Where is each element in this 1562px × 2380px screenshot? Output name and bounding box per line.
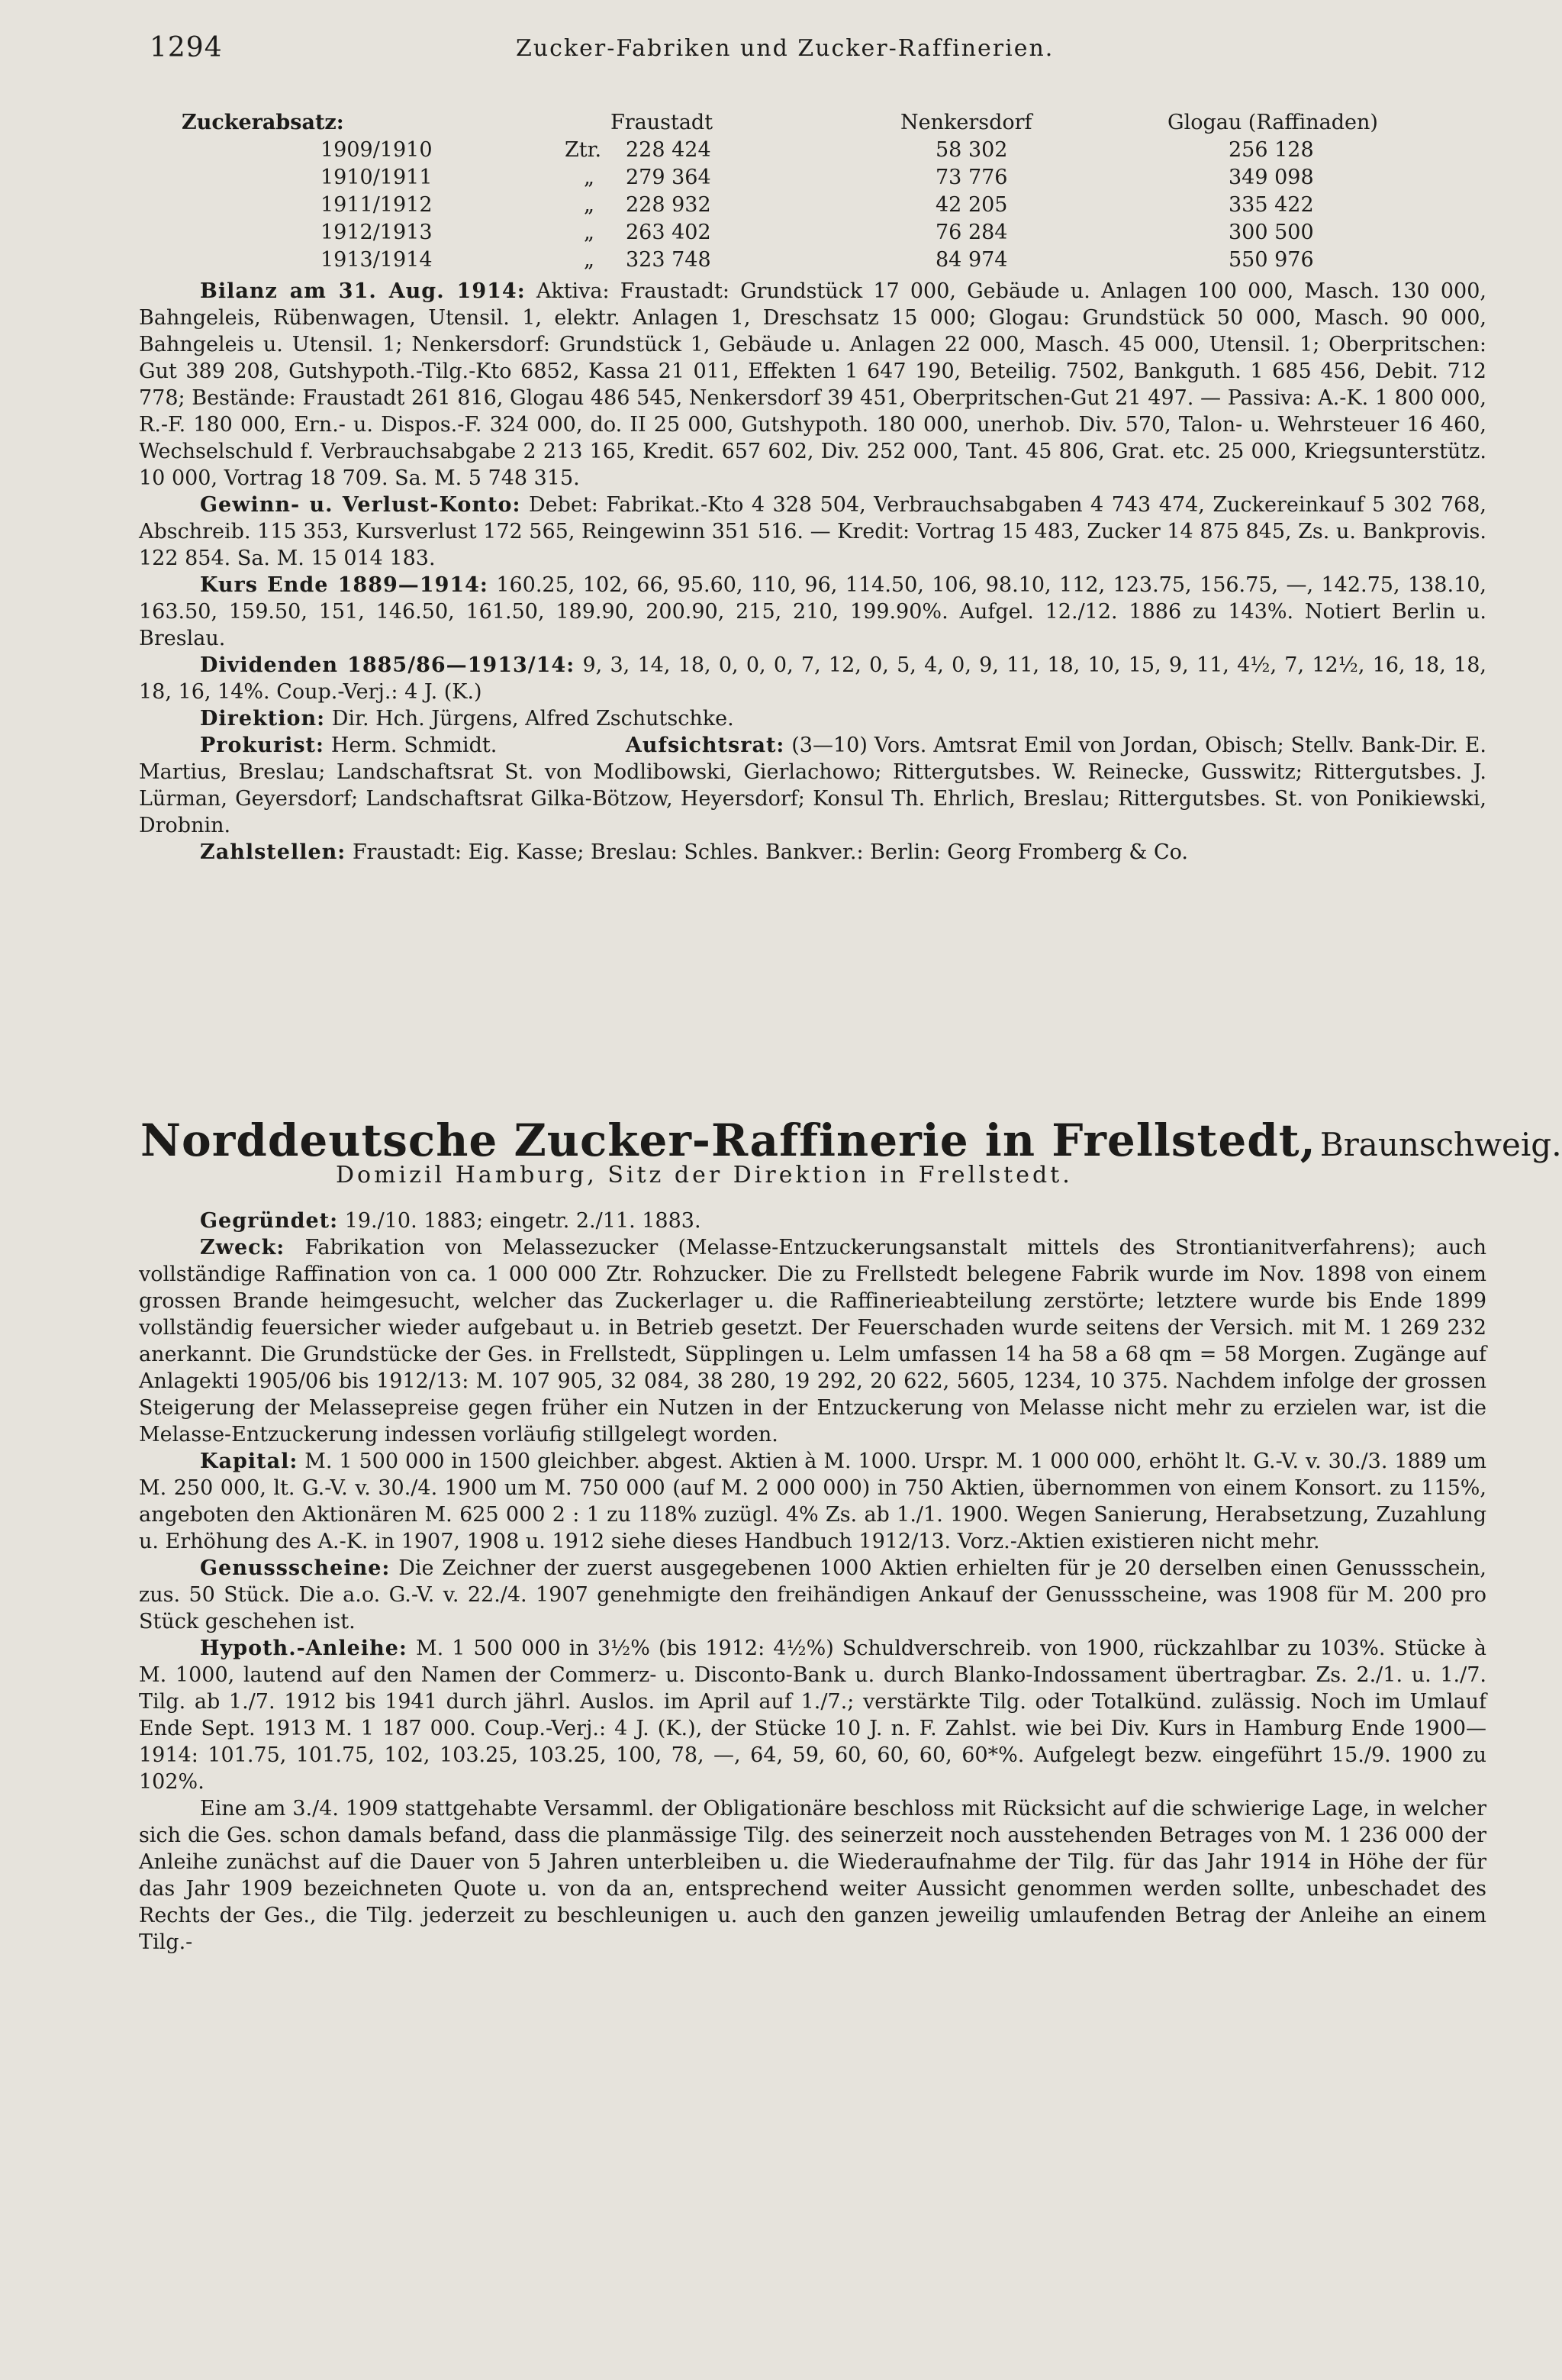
dividenden-paragraph	[139, 652, 1486, 705]
kurs-paragraph	[139, 572, 1486, 652]
value-cell: 42 205	[936, 193, 1008, 217]
value-cell: 349 098	[1229, 166, 1314, 189]
unit-cell: Ztr.	[565, 138, 602, 162]
direktion-label: Direktion:	[200, 707, 326, 730]
genussscheine-paragraph	[139, 1555, 1486, 1635]
value-cell: 228 424	[626, 138, 711, 162]
kapital-label: Kapital:	[200, 1450, 298, 1473]
hypoth-anleihe-text: M. 1 500 000 in 3½% (bis 1912: 4½%) Schuldverschreib. von 1900, rückzahlbar zu 103%. Stücke à M. 1000, lautend auf den Namen der Commerz- u. Disconto-Bank u. durch Blanko-Indossament übertragbar. Zs. 2./1. u. 1./7. Tilg. ab 1./7. 1912 bis 1941 durch jährl. Auslos. im April auf 1./7.; verstärkte Tilg. oder Totalkünd. zulässig. Noch im Umlauf Ende Sept. 1913 M. 1 187 000. Coup.-Verj.: 4 J. (K.), der Stücke 10 J. n. F. Zahlst. wie bei Div. Kurs in Hamburg Ende 1900—1914: 101.75, 101.75, 102, 103.25, 103.25, 100, 78, —, 64, 59, 60, 60, 60, 60*%. Aufgelegt bezw. eingeführt 15./9. 1900 zu 102%.	[139, 1637, 1486, 1794]
gewinn-text: Debet: Fabrikat.-Kto 4 328 504, Verbrauchsabgaben 4 743 474, Zuckereinkauf 5 302 768, Abschreib. 115 353, Kursverlust 172 565, Reingewinn 351 516. — Kredit: Vortrag 15 483, Zucker 14 875 845, Zs. u. Bankprovis. 122 854. Sa. M. 15 014 183.	[139, 493, 1486, 570]
year-cell: 1913/1914	[320, 248, 433, 272]
bilanz-paragraph	[139, 278, 1486, 492]
year-cell: 1912/1913	[320, 221, 433, 244]
prokurist-text: Herm. Schmidt.	[330, 734, 498, 757]
gegruendet-text: 19./10. 1883; eingetr. 2./11. 1883.	[344, 1209, 701, 1233]
genussscheine-text: Die Zeichner der zuerst ausgegebenen 1000 Aktien erhielten für je 20 derselben einen Genussschein, zus. 50 Stück. Die a.o. G.-V. v. 22./4. 1907 genehmigte den freihändigen Ankauf der Genussscheine, was 1908 für M. 200 pro Stück geschehen ist.	[139, 1556, 1486, 1633]
first-company-body	[139, 278, 1486, 866]
kapital-text: M. 1 500 000 in 1500 gleichber. abgest. Aktien à M. 1000. Urspr. M. 1 000 000, erhöht lt. G.-V. v. 30./3. 1889 um M. 250 000, lt. G.-V. v. 30./4. 1900 um M. 750 000 (auf M. 2 000 000) in 750 Aktien, übernommen von einem Konsort. zu 115%, angeboten den Aktionären M. 625 000 2 : 1 zu 118% zuzügl. 4% Zs. ab 1./1. 1900. Wegen Sanierung, Herabsetzung, Zuzahlung u. Erhöhung des A.-K. in 1907, 1908 u. 1912 siehe dieses Handbuch 1912/13. Vorz.-Aktien existieren nicht mehr.	[139, 1450, 1486, 1553]
dividenden-text: 9, 3, 14, 18, 0, 0, 0, 7, 12, 0, 5, 4, 0, 9, 11, 18, 10, 15, 9, 11, 4½, 7, 12½, 16, 18, 18, 18, 16, 14%. Coup.-Verj.: 4 J. (K.)	[139, 653, 1486, 704]
unit-cell: „	[584, 166, 594, 189]
value-cell: 73 776	[936, 166, 1008, 189]
unit-cell: „	[584, 221, 594, 244]
value-cell: 256 128	[1229, 138, 1314, 162]
column-header: Nenkersdorf	[900, 111, 1032, 134]
zweck-paragraph	[139, 1234, 1486, 1448]
value-cell: 550 976	[1229, 248, 1314, 272]
value-cell: 84 974	[936, 248, 1008, 272]
dividenden-label: Dividenden 1885/86—1913/14:	[200, 653, 575, 677]
value-cell: 335 422	[1229, 193, 1314, 217]
gewinn-label: Gewinn- u. Verlust-Konto:	[200, 493, 521, 517]
company-name: Norddeutsche Zucker-Raffinerie in Frellstedt,	[140, 1114, 1316, 1166]
gegruendet-label: Gegründet:	[200, 1209, 339, 1233]
kurs-label: Kurs Ende 1889—1914:	[200, 573, 488, 597]
genussscheine-label: Genussscheine:	[200, 1556, 391, 1580]
unit-cell: „	[584, 248, 594, 272]
kurs-text: 160.25, 102, 66, 95.60, 110, 96, 114.50, 106, 98.10, 112, 123.75, 156.75, —, 142.75, 138.10, 163.50, 159.50, 151, 146.50, 161.50, 189.90, 200.90, 215, 210, 199.90%. Aufgel. 12./12. 1886 zu 143%. Notiert Berlin u. Breslau.	[139, 573, 1486, 650]
value-cell: 228 932	[626, 193, 711, 217]
year-cell: 1909/1910	[320, 138, 433, 162]
column-header: Glogau (Raffinaden)	[1167, 111, 1378, 134]
gewinn-paragraph	[139, 492, 1486, 572]
aufsichtsrat-label: Aufsichtsrat:	[625, 734, 785, 757]
zahlstellen-text: Fraustadt: Eig. Kasse; Breslau: Schles. Bankver.: Berlin: Georg Fromberg & Co.	[352, 840, 1188, 864]
gegruendet-paragraph	[139, 1208, 1486, 1234]
prokurist-paragraph	[139, 732, 1486, 839]
hypoth-anleihe-label: Hypoth.-Anleihe:	[200, 1637, 407, 1660]
direktion-text: Dir. Hch. Jürgens, Alfred Zschutschke.	[331, 707, 734, 730]
bilanz-text: Aktiva: Fraustadt: Grundstück 17 000, Gebäude u. Anlagen 100 000, Masch. 130 000, Bahngeleis, Rübenwagen, Utensil. 1, elektr. Anlagen 1, Dreschsatz 15 000; Glogau: Grundstück 50 000, Masch. 90 000, Bahngeleis u. Utensil. 1; Nenkersdorf: Grundstück 1, Gebäude u. Anlagen 22 000, Masch. 45 000, Utensil. 1; Oberpritschen: Gut 389 208, Gutshypoth.-Tilg.-Kto 6852, Kassa 21 011, Effekten 1 647 190, Beteilig. 7502, Bankguth. 1 685 456, Debit. 712 778; Bestände: Fraustadt 261 816, Glogau 486 545, Nenkersdorf 39 451, Oberpritschen-Gut 21 497. — Passiva: A.-K. 1 800 000, R.-F. 180 000, Ern.- u. Dispos.-F. 324 000, do. II 25 000, Gutshypoth. 180 000, unerhob. Div. 570, Talon- u. Wehrsteuer 16 460, Wechselschuld f. Verbrauchsabgabe 2 213 165, Kredit. 657 602, Div. 252 000, Tant. 45 806, Grat. etc. 25 000, Kriegsunterstütz. 10 000, Vortrag 18 709. Sa. M. 5 748 315.	[139, 279, 1486, 490]
year-cell: 1911/1912	[320, 193, 433, 217]
page-header	[150, 32, 1493, 78]
prokurist-label: Prokurist:	[200, 734, 324, 757]
zweck-text: Fabrikation von Melassezucker (Melasse-Entzuckerungsanstalt mittels des Strontianitverfahrens); auch vollständige Raffination von ca. 1 000 000 Ztr. Rohzucker. Die zu Frellstedt belegene Fabrik wurde im Nov. 1898 von einem grossen Brande heimgesucht, welcher das Zuckerlager u. die Raffinerieabteilung zerstörte; letztere wurde bis Ende 1899 vollständig feuersicher wieder aufgebaut u. in Betrieb gesetzt. Der Feuerschaden wurde seitens der Versich. mit M. 1 269 232 anerkannt. Die Grundstücke der Ges. in Frellstedt, Süpplingen u. Lelm umfassen 14 ha 58 a 68 qm = 58 Morgen. Zugänge auf Anlagekti 1905/06 bis 1912/13: M. 107 905, 32 084, 38 280, 19 292, 20 622, 5605, 1234, 10 375. Nachdem infolge der grossen Steigerung der Melassepreise gegen früher ein Nutzen in der Entzuckerung von Melasse nicht mehr zu erzielen war, ist die Melasse-Entzuckerung indessen vorläufig stillgelegt worden.	[139, 1236, 1486, 1446]
year-cell: 1910/1911	[320, 166, 433, 189]
eine-paragraph: Eine am 3./4. 1909 stattgehabte Versamml. der Obligationäre beschloss mit Rücksicht auf die schwierige Lage, in welcher sich die Ges. schon damals befand, dass die planmässige Tilg. des seinerzeit noch ausstehenden Betrages von M. 1 236 000 der Anleihe zunächst auf die Dauer von 5 Jahren unterbleiben u. die Wiederaufnahme der Tilg. für das Jahr 1914 in Höhe der für das Jahr 1909 bezeichneten Quote u. von da an, entsprechend weiter Aussicht genommen werden sollte, unbeschadet des Rechts der Ges., die Tilg. jederzeit zu beschleunigen u. auch den ganzen jeweilig umlaufenden Betrag der Anleihe an einem Tilg.-	[139, 1797, 1486, 1954]
zahlstellen-label: Zahlstellen:	[200, 840, 346, 864]
domicile-line: Domizil Hamburg, Sitz der Direktion in Frellstedt.	[336, 1162, 1073, 1188]
value-cell: 279 364	[626, 166, 711, 189]
value-cell: 263 402	[626, 221, 711, 244]
value-cell: 58 302	[936, 138, 1008, 162]
second-company-body	[139, 1208, 1486, 1956]
kapital-paragraph	[139, 1448, 1486, 1555]
company-title	[140, 1114, 1562, 1166]
bilanz-label: Bilanz am 31. Aug. 1914:	[200, 279, 526, 303]
value-cell: 300 500	[1229, 221, 1314, 244]
running-title: Zucker-Fabriken und Zucker-Raffinerien.	[516, 35, 1055, 62]
aufsichtsrat-text: (3—10) Vors. Amtsrat Emil von Jordan, Obisch; Stellv. Bank-Dir. E. Martius, Breslau; Landschaftsrat St. von Modlibowski, Gierlachowo; Rittergutsbes. W. Reinecke, Gusswitz; Rittergutsbes. J. Lürman, Geyersdorf; Landschaftsrat Gilka-Bötzow, Heyersdorf; Konsul Th. Ehrlich, Breslau; Rittergutsbes. St. von Ponikiewski, Drobnin.	[139, 734, 1486, 837]
unit-cell: „	[584, 193, 594, 217]
zahlstellen-paragraph	[139, 839, 1486, 866]
zweck-label: Zweck:	[200, 1236, 285, 1259]
direktion-paragraph	[139, 705, 1486, 732]
hypoth-anleihe-paragraph	[139, 1635, 1486, 1795]
column-header: Fraustadt	[610, 111, 713, 134]
value-cell: 76 284	[936, 221, 1008, 244]
page-number: 1294	[150, 32, 223, 63]
value-cell: 323 748	[626, 248, 711, 272]
company-city: Braunschweig.	[1319, 1126, 1562, 1163]
sales-table-label: Zuckerabsatz:	[182, 111, 344, 134]
